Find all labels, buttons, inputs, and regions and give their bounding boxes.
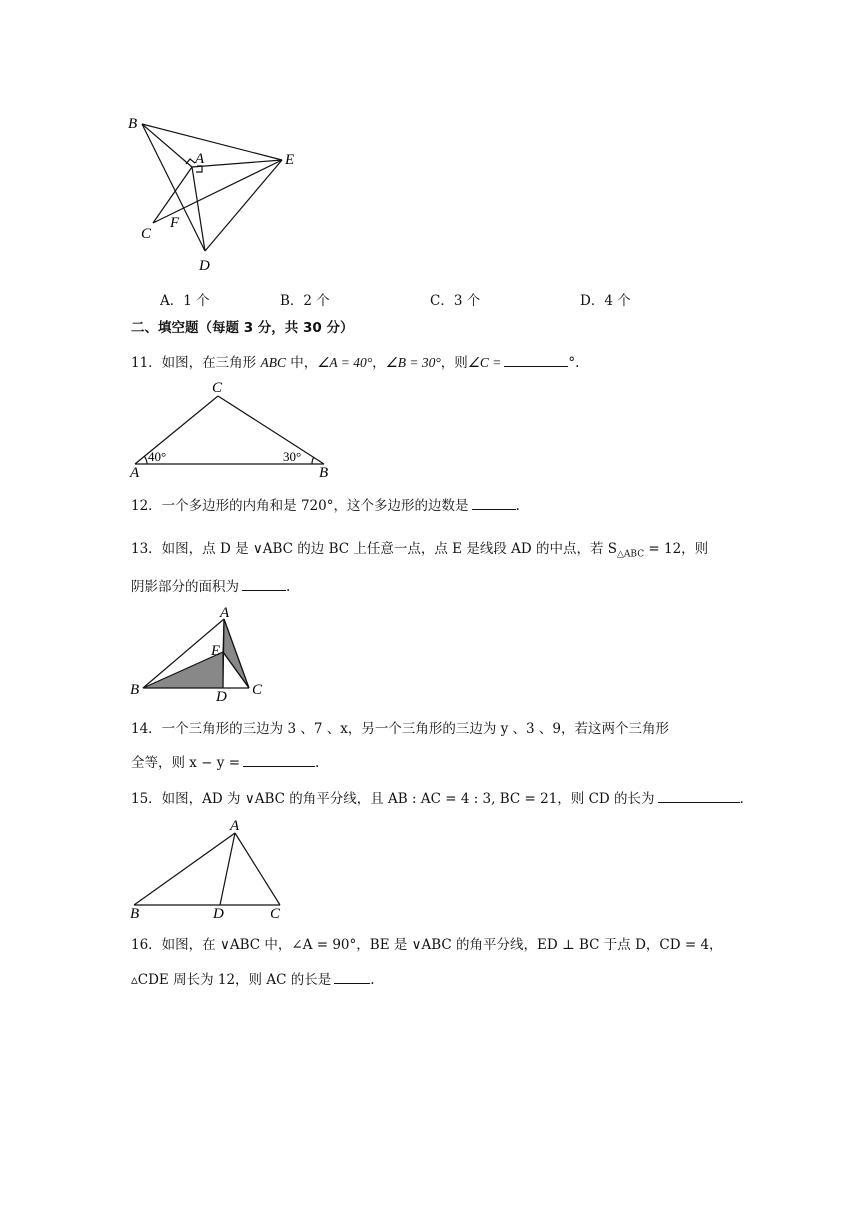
label-D: D [213,906,224,922]
q16-line2: ▵CDE 周长为 12，则 AC 的长是 [131,972,332,988]
label-C: C [270,906,281,922]
label-B: B [319,465,329,478]
question-15 [131,788,744,809]
q11-sep: ， [372,355,386,371]
q11-angle-a: ∠A = 40° [317,355,373,370]
seg-BA [134,833,235,905]
angle-label-B: 30° [283,449,302,464]
q11-pre: 11．如图，在三角形 [131,355,261,371]
q15-end: . [739,791,744,807]
seg-CE [153,160,282,223]
seg-CB [218,396,324,464]
label-C: C [252,682,263,698]
question-14-line-2 [131,752,319,773]
figure-q11 [128,378,338,478]
angle-arc-A [144,456,147,464]
q11-angle-c: ∠C = [467,355,502,370]
q15-answer-blank[interactable] [658,788,740,803]
section-heading: 二、填空题（每题 3 分，共 30 分） [131,320,354,336]
question-12 [131,495,520,516]
q11-abc: ABC [260,355,286,370]
q16-answer-blank[interactable] [334,969,370,984]
question-16-line-1: 16．如图，在 ∨ABC 中，∠A = 90°，BE 是 ∨ABC 的角平分线，ED ⊥ BC 于点 D，CD = 4， [131,937,723,953]
label-A: A [130,465,140,478]
label-E: E [285,152,295,168]
label-B: B [130,906,140,922]
option-b: B．2 个 [280,293,330,309]
q12-answer-blank[interactable] [472,495,516,510]
option-a: A．1 个 [160,293,210,309]
figure-q10 [125,110,305,275]
q13-end: . [286,579,291,595]
right-angle-mark-1 [186,159,195,164]
q11-mid: 中， [285,355,318,371]
label-A: A [220,605,230,621]
label-B: B [128,116,138,132]
q11-answer-blank[interactable] [504,352,568,367]
q13-answer-blank[interactable] [242,576,286,591]
seg-ED [205,160,282,251]
q13-line2: 阴影部分的面积为 [131,579,239,595]
label-E: E [211,643,221,659]
q11-angle-b: ∠B = 30° [385,355,441,370]
q14-end: . [315,755,320,771]
question-11 [131,352,579,373]
question-13-line-2 [131,576,290,597]
label-C: C [212,380,223,396]
option-d: D．4 个 [580,293,631,309]
q11-end: °. [568,355,580,371]
label-D: D [216,689,227,705]
label-D: D [199,258,210,274]
q11-then: ，则 [440,355,468,371]
label-C: C [141,226,152,242]
seg-AD [220,833,235,905]
option-c: C．3 个 [430,293,481,309]
label-A: A [230,818,240,834]
q15-text: 15．如图，AD 为 ∨ABC 的角平分线，且 AB : AC = 4 : 3, BC = 21，则 CD 的长为 [131,791,655,807]
q16-end: . [370,972,375,988]
label-F: F [170,215,180,231]
question-14-line-1: 14．一个三角形的三边为 3 、7 、x，另一个三角形的三边为 y 、3 、9，若这两个三角形 [131,721,670,737]
q13-eq: = 12，则 [644,541,709,557]
label-A: A [195,151,205,167]
q12-text: 12．一个多边形的内角和是 720°，这个多边形的边数是 [131,498,469,514]
q13-line1: 13．如图，点 D 是 ∨ABC 的边 BC 上任意一点，点 E 是线段 AD 的中点，若 S [131,541,618,557]
figure-q15 [128,814,298,922]
angle-label-A: 40° [148,449,167,464]
angle-arc-B [312,457,314,464]
q14-answer-blank[interactable] [243,752,315,767]
seg-AC [235,833,280,905]
question-16-line-2 [131,969,375,990]
question-13-line-1 [131,539,708,565]
figure-q13 [128,605,273,705]
q12-end: . [515,498,520,514]
q13-subscript: △ABC [617,549,645,560]
q14-line2: 全等，则 x − y = [131,755,241,771]
label-B: B [130,682,140,698]
